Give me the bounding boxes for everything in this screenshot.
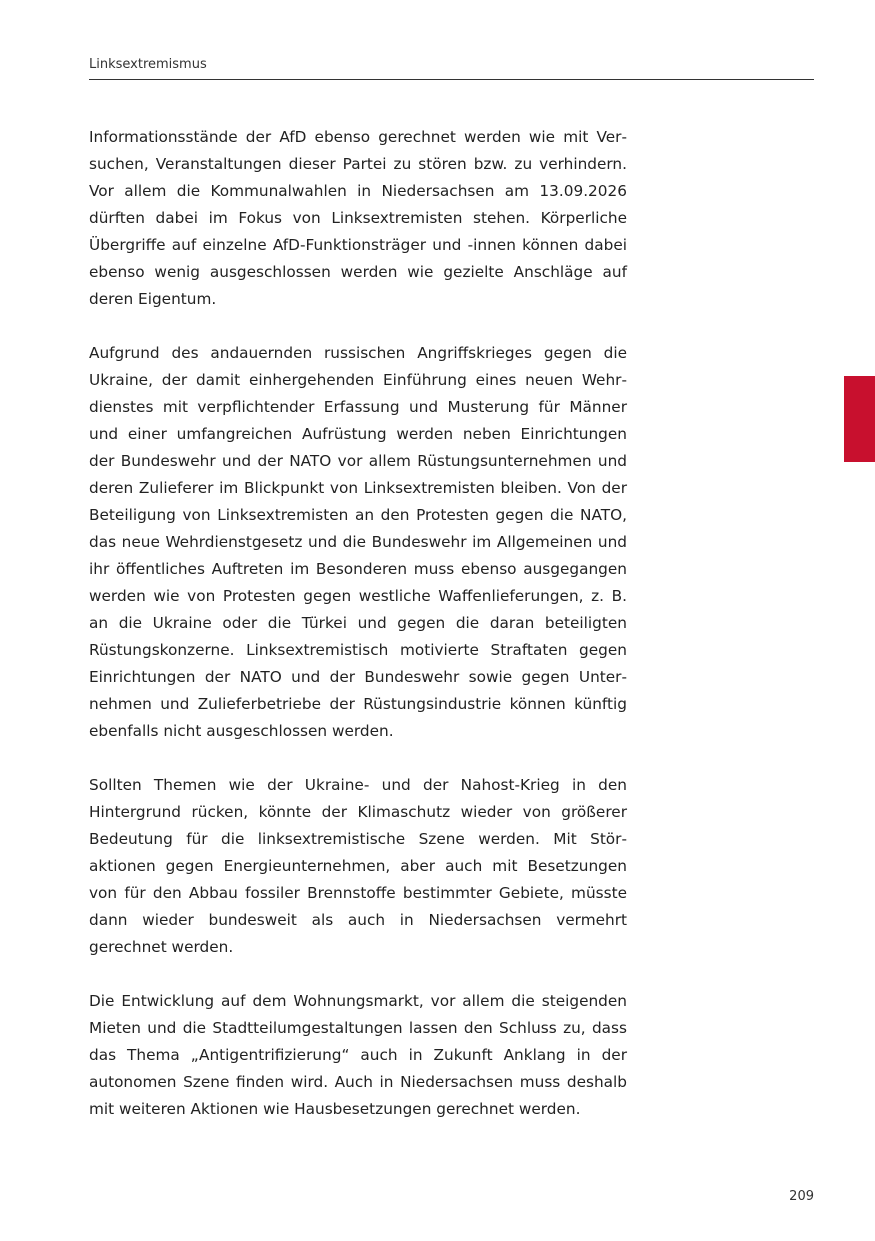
chapter-tab-marker [844, 376, 875, 462]
paragraph-antigentrifizierung: Die Entwicklung auf dem Wohnungsmarkt, vor allem die steigenden Mieten und die Stadtteilumgestaltungen lassen den Schluss zu, dass das Thema „Antigentrifizierung“ auch in Zukunft Anklang in der autonomen Szene finden wird. Auch in Niedersachsen muss deshalb mit weiteren Aktionen wie Hausbesetzungen gerechnet werden. [89, 992, 627, 1118]
paragraph-klimaschutz: Sollten Themen wie der Ukraine- und der Nahost-Krieg in den Hintergrund rücken, könnte der Klimaschutz wieder von größerer Bedeutung für die linksextremistische Szene werden. Mit Störaktionen gegen Energieunternehmen, aber auch mit Besetzungen von für den Abbau fossiler Brennstoffe bestimmter Gebiete, müsste dann wieder bundesweit als auch in Niedersachsen vermehrt gerechnet werden. [89, 776, 627, 956]
body-text [89, 124, 627, 1150]
page-number: 209 [789, 1189, 814, 1204]
paragraph-ruestung: Aufgrund des andauernden russischen Angriffskrieges gegen die Ukraine, der damit einhergehenden Einführung eines neuen Wehrdienstes mit verpflichtender Erfassung und Musterung für Männer und einer umfangreichen Aufrüstung werden neben Einrichtungen der Bundeswehr und der NATO vor allem Rüstungsunternehmen und deren Zulieferer im Blickpunkt von Linksextremisten bleiben. Von der Beteiligung von Linksextremisten an den Protesten gegen die NATO, das neue Wehrdienstgesetz und die Bundeswehr im Allgemeinen und ihr öffentliches Auftreten im Besonderen muss ebenso ausgegangen werden wie von Protesten gegen westliche Waffenlieferungen, z. B. an die Ukraine oder die Türkei und gegen die daran beteiligten Rüstungskonzerne. Linksextremistisch motivierte Straftaten gegen Einrichtungen der NATO und der Bundeswehr sowie gegen Unternehmen und Zulieferbetriebe der Rüstungsindustrie können künftig ebenfalls nicht ausgeschlossen werden. [89, 344, 627, 740]
paragraph-afd: Informationsstände der AfD ebenso gerechnet werden wie mit Versuchen, Veranstaltungen dieser Partei zu stören bzw. zu verhindern. Vor allem die Kommunalwahlen in Niedersachsen am 13.09.2026 dürften dabei im Fokus von Linksextremisten stehen. Körperliche Übergriffe auf einzelne AfD-Funktionsträger und -innen können dabei ebenso wenig ausgeschlossen werden wie gezielte Anschläge auf deren Eigentum. [89, 128, 627, 308]
running-header: Linksextremismus [89, 57, 207, 72]
header-divider [89, 79, 814, 80]
